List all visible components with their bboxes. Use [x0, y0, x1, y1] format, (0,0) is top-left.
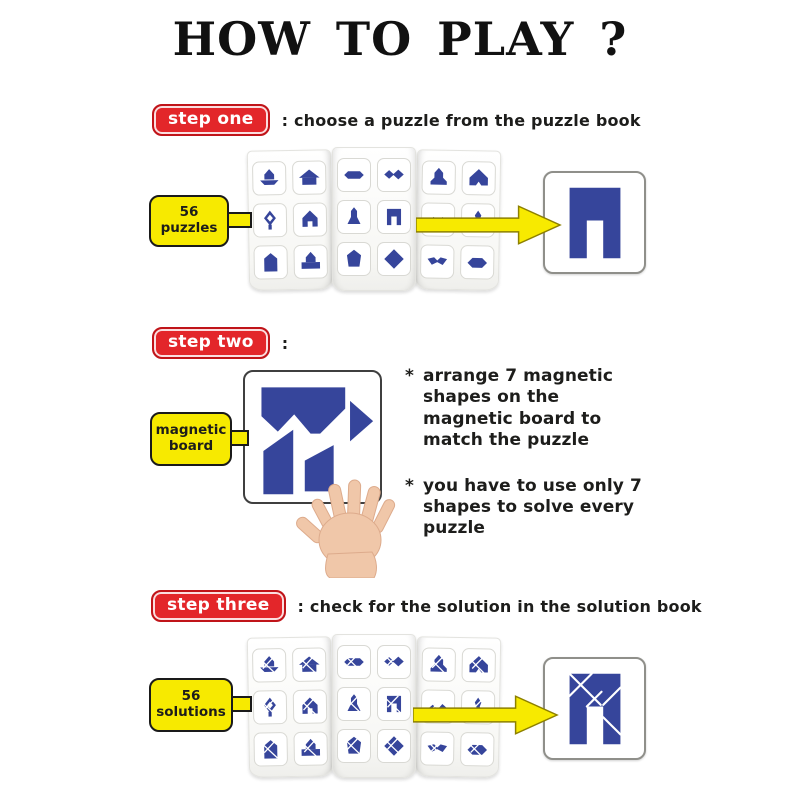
note-item — [405, 366, 655, 452]
puzzle-tile-peak — [461, 161, 496, 196]
peak-shape — [466, 165, 492, 191]
page-title: HOW TO PLAY ? — [172, 12, 628, 66]
step-two-badge: step two — [152, 327, 270, 359]
boat-solved-shape — [256, 652, 282, 678]
castle-solved-shape — [297, 693, 323, 719]
rocket-shape — [426, 164, 452, 190]
puzzle-tile-shield — [337, 242, 371, 276]
note-text: you have to use only 7 shapes to solve every puzzle — [423, 475, 642, 539]
arrow-right-icon — [413, 692, 559, 738]
selected-solution-shape — [554, 666, 636, 752]
callout-magnetic-board — [150, 412, 232, 466]
puzzle-tile-bar — [337, 158, 371, 192]
kite-shape — [257, 207, 283, 233]
step-three-caption: : check for the solution in the solution book — [297, 596, 702, 616]
step-two-notes — [405, 366, 655, 540]
solution-tile-kite — [253, 690, 288, 725]
solution-tile-shield — [337, 729, 371, 763]
bar-shape — [341, 162, 367, 188]
hexagon-shape — [464, 249, 490, 275]
house-shape — [296, 164, 322, 190]
peak-solved-shape — [466, 652, 492, 678]
callout-56-puzzles — [149, 195, 229, 247]
solution-tile-rocket — [421, 647, 456, 682]
bar-solved-shape — [341, 649, 367, 675]
bat-shape — [424, 248, 450, 274]
book-page — [332, 634, 416, 778]
callout-56-solutions — [149, 678, 233, 732]
arrow-right-icon — [416, 202, 562, 248]
bell-shape — [341, 204, 367, 230]
puzzle-tile-rocket — [421, 160, 456, 195]
door-solved-shape — [258, 736, 284, 762]
house-solved-shape — [296, 651, 322, 677]
puzzle-tile-door — [253, 245, 288, 280]
puzzle-tile-house — [292, 160, 327, 195]
gem-solved-shape — [381, 733, 407, 759]
door-shape — [258, 249, 284, 275]
book-page — [332, 147, 416, 291]
solution-tile-castle — [293, 689, 328, 724]
step-one-caption: : choose a puzzle from the puzzle book — [281, 110, 641, 130]
callout-line: magnetic — [155, 422, 227, 439]
solution-tile-fish — [377, 645, 411, 679]
callout-line: solutions — [156, 704, 226, 720]
solution-tile-dome — [293, 731, 328, 766]
solution-tile-bell — [337, 687, 371, 721]
solution-tile-pi — [377, 687, 411, 721]
shield-solved-shape — [341, 733, 367, 759]
step-one-badge: step one — [152, 104, 270, 136]
puzzle-tile-gem — [377, 242, 411, 276]
gem-shape — [381, 246, 407, 272]
puzzle-tile-dome — [293, 244, 328, 279]
note-text: arrange 7 magnetic shapes on the magnetic board to match the puzzle — [423, 366, 613, 451]
pi-shape — [381, 204, 407, 230]
puzzle-tile-fish — [377, 158, 411, 192]
shield-shape — [341, 246, 367, 272]
fish-solved-shape — [381, 649, 407, 675]
kite-solved-shape — [257, 694, 283, 720]
bat-solved-shape — [424, 735, 450, 761]
step-two-caption: : — [281, 333, 289, 353]
dome-shape — [298, 248, 324, 274]
bell-solved-shape — [341, 691, 367, 717]
solution-tile-house — [292, 647, 327, 682]
dome-solved-shape — [298, 735, 324, 761]
puzzle-tile-bat — [420, 244, 455, 279]
callout-line: 56 — [181, 688, 201, 705]
child-hand — [288, 448, 413, 578]
asterisk-icon: * — [405, 475, 414, 496]
solution-tile-gem — [377, 729, 411, 763]
step-two-row — [152, 327, 288, 359]
note-item — [405, 476, 655, 540]
step-three-row — [151, 590, 702, 622]
fish-shape — [381, 162, 407, 188]
puzzle-tile-boat — [252, 161, 287, 196]
book-page — [247, 149, 333, 290]
castle-shape — [297, 206, 323, 232]
puzzle-tile-kite — [253, 203, 288, 238]
pi-solved-shape — [381, 691, 407, 717]
step-three-badge: step three — [151, 590, 286, 622]
callout-line: puzzles — [160, 220, 218, 236]
puzzle-tile-pi — [377, 200, 411, 234]
callout-line: 56 — [179, 204, 199, 221]
selected-puzzle-shape — [554, 180, 636, 266]
asterisk-icon: * — [405, 366, 414, 386]
boat-shape — [256, 165, 282, 191]
solution-tile-boat — [252, 648, 287, 683]
step-one-row — [152, 104, 641, 136]
puzzle-tile-hexagon — [460, 245, 495, 280]
book-page — [247, 636, 333, 777]
rocket-solved-shape — [426, 651, 452, 677]
puzzle-tile-castle — [293, 202, 328, 237]
callout-line: board — [168, 438, 214, 454]
hexagon-solved-shape — [464, 736, 490, 762]
puzzle-tile-bell — [337, 200, 371, 234]
solution-tile-bar — [337, 645, 371, 679]
solution-tile-peak — [461, 648, 496, 683]
solution-tile-door — [253, 732, 288, 767]
